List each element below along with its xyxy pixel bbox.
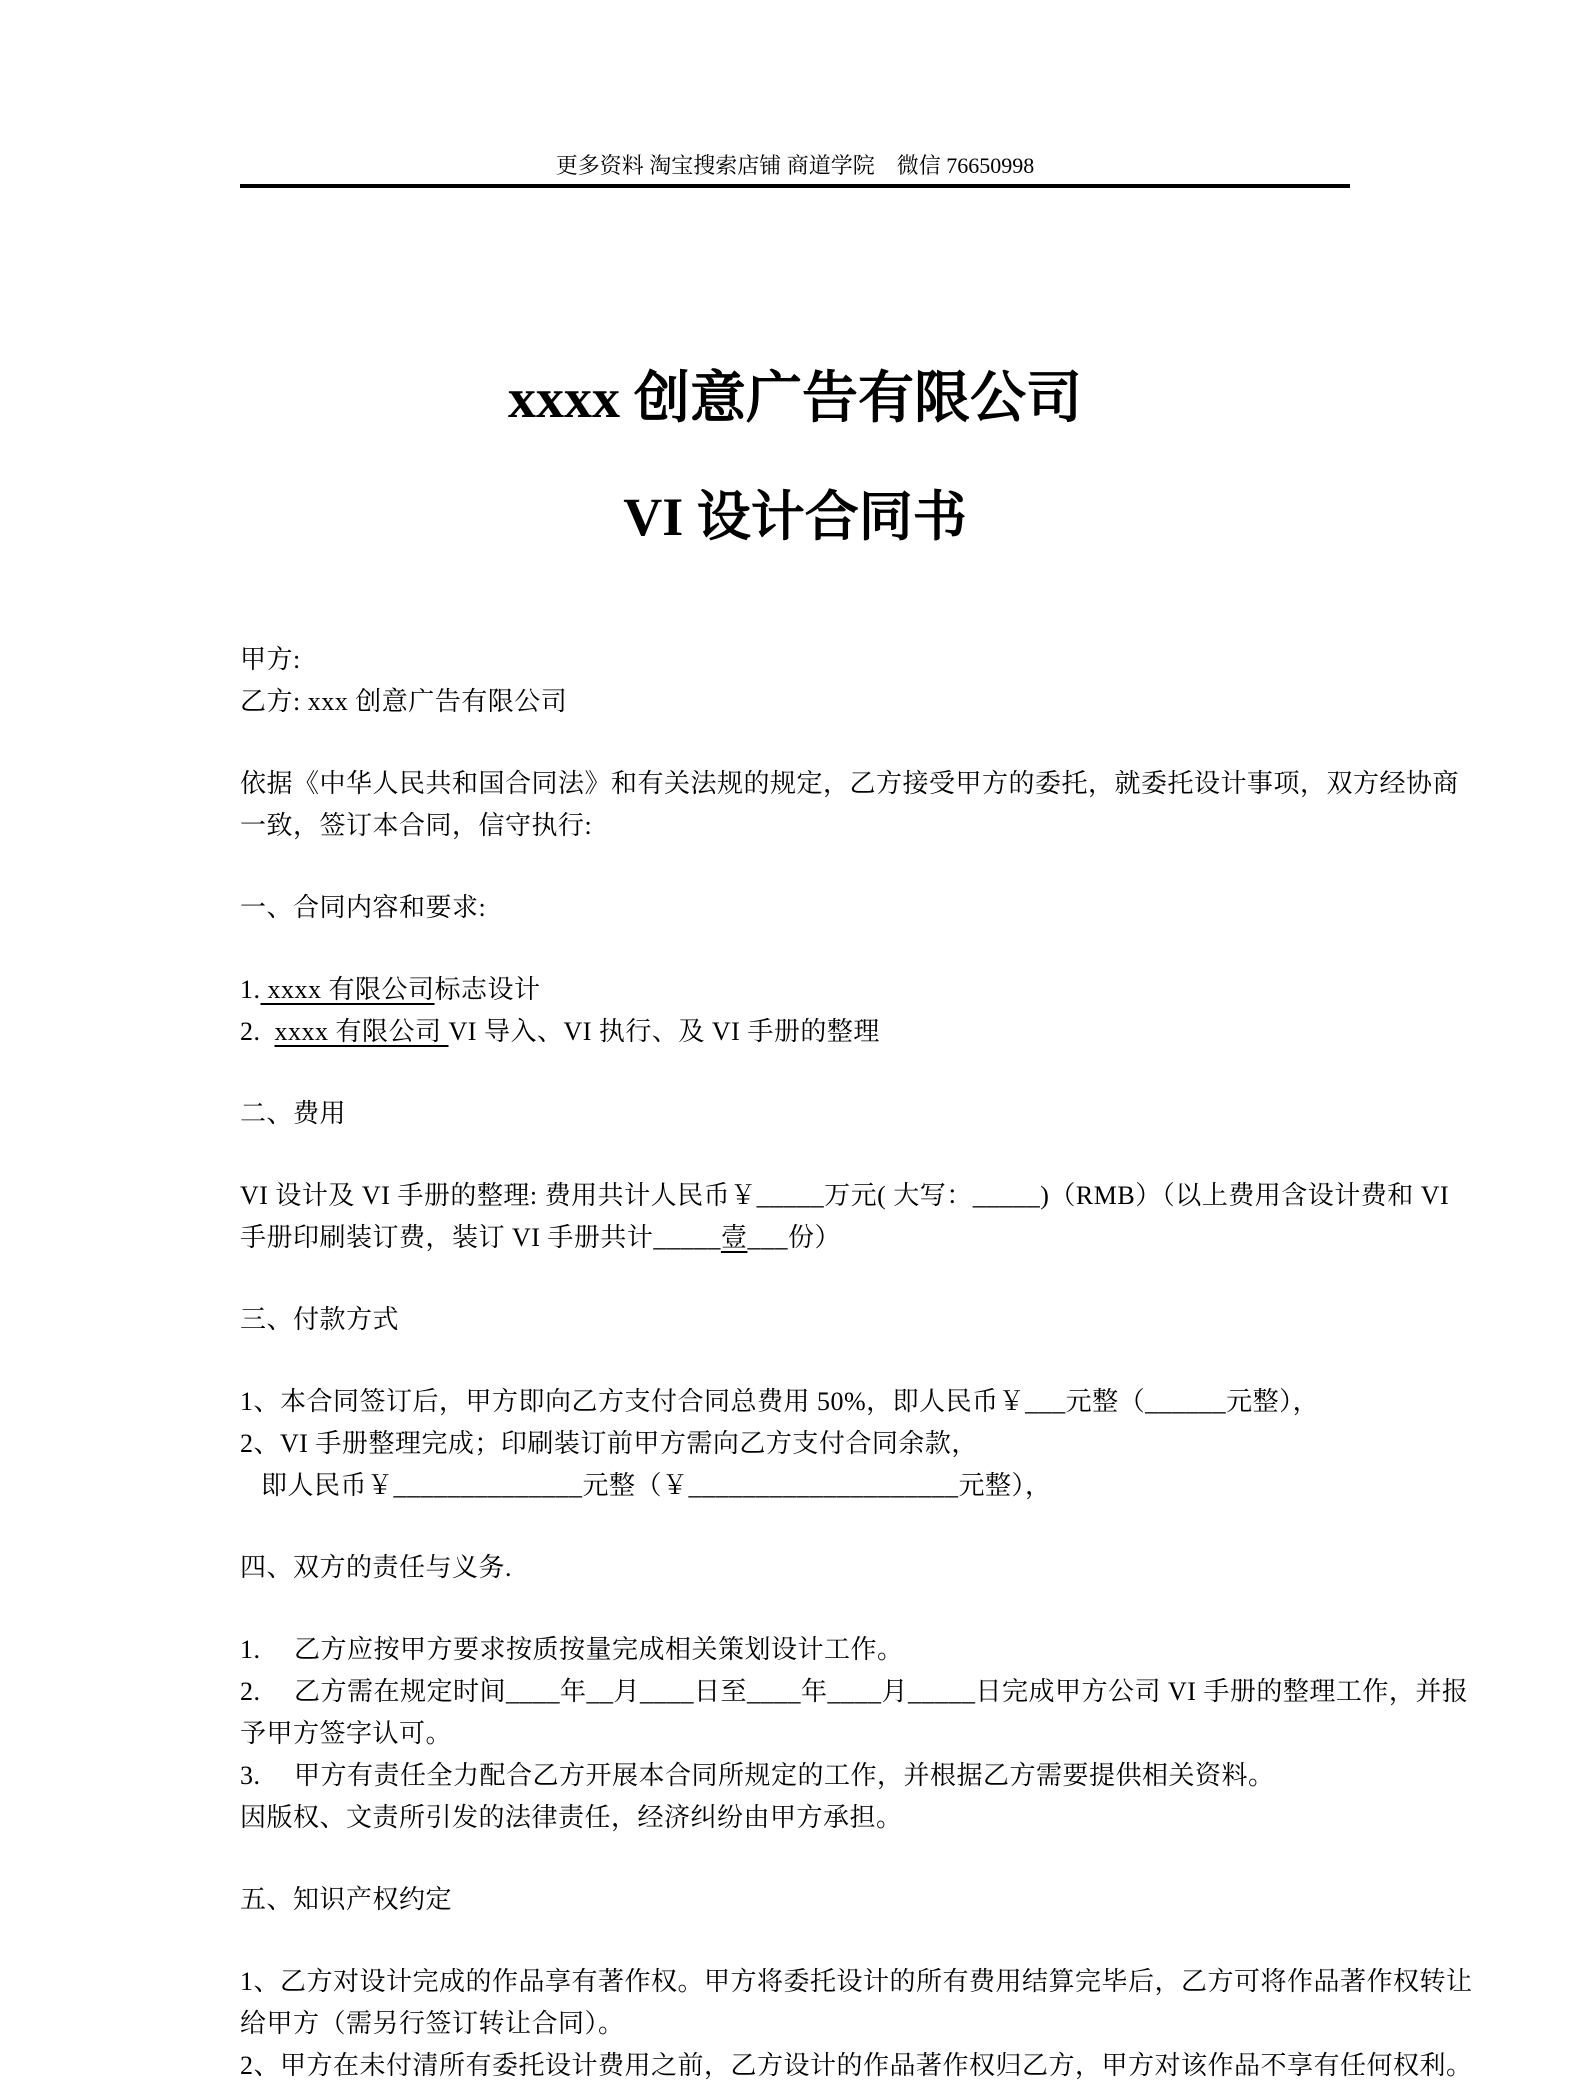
doc-line <box>240 1299 1355 1341</box>
doc-line <box>240 681 1355 723</box>
text-segment: ___份） <box>747 1223 841 1252</box>
doc-line <box>240 1547 1355 1589</box>
text-segment: VI 设计及 VI 手册的整理: 费用共计人民币￥_____万元( 大写：_____)（RMB）（以上费用含设计费和 VI <box>240 1181 1450 1210</box>
section-3-body <box>240 1381 1355 1507</box>
text-segment: 一、合同内容和要求: <box>240 893 487 922</box>
doc-line <box>240 1629 1355 1671</box>
text-segment: 手册印刷装订费，装订 VI 手册共计_____ <box>240 1223 721 1252</box>
underlined-text: 壹 <box>720 1223 748 1252</box>
doc-line <box>240 1797 1355 1839</box>
text-segment: 2. 乙方需在规定时间____年__月____日至____年____月_____日完成甲方公司 VI 手册的整理工作，并报 <box>240 1677 1469 1706</box>
doc-line <box>240 763 1460 805</box>
text-segment: 四、双方的责任与义务. <box>240 1553 513 1582</box>
doc-line <box>240 1879 1355 1921</box>
doc-line <box>240 1671 1469 1713</box>
preamble <box>240 763 1460 847</box>
doc-line <box>240 805 1355 847</box>
doc-line <box>240 1381 1355 1423</box>
text-segment: 二、费用 <box>240 1099 347 1128</box>
doc-line <box>240 2045 1473 2087</box>
text-segment: VI 导入、VI 执行、及 VI 手册的整理 <box>448 1017 880 1046</box>
document-body <box>240 639 1473 2087</box>
doc-line <box>240 1217 1355 1259</box>
text-segment: 一致，签订本合同，信守执行: <box>240 811 593 840</box>
section-5-body <box>240 1961 1473 2087</box>
text-segment: 3. 甲方有责任全力配合乙方开展本合同所规定的工作，并根据乙方需要提供相关资料。 <box>240 1761 1275 1790</box>
text-segment: 即人民币￥______________元整（￥____________________元整）， <box>240 1471 1052 1500</box>
document-title-contract: VI 设计合同书 <box>623 487 967 547</box>
section-1-heading <box>240 887 1355 929</box>
page-header <box>240 152 1350 188</box>
text-segment: 2、甲方在未付清所有委托设计费用之前，乙方设计的作品著作权归乙方，甲方对该作品不享有任何权利。 <box>240 2051 1473 2080</box>
text-segment: 2. <box>240 1017 275 1046</box>
document-title-company: xxxx 创意广告有限公司 <box>508 368 1082 430</box>
underlined-text: xxxx 有限公司 <box>274 1017 449 1046</box>
section-4-body <box>240 1629 1469 1839</box>
text-segment: 予甲方签字认可。 <box>240 1719 453 1748</box>
doc-line <box>240 1465 1355 1507</box>
doc-line <box>240 1423 1355 1465</box>
text-segment: 标志设计 <box>434 975 541 1004</box>
doc-line <box>240 1961 1473 2003</box>
text-segment: 1. <box>240 975 261 1004</box>
text-segment: 2、VI 手册整理完成；印刷装订前甲方需向乙方支付合同余款， <box>240 1429 978 1458</box>
text-segment: 1. 乙方应按甲方要求按质按量完成相关策划设计工作。 <box>240 1635 904 1664</box>
underlined-text: xxxx 有限公司 <box>260 975 435 1004</box>
text-segment: 1、乙方对设计完成的作品享有著作权。甲方将委托设计的所有费用结算完毕后，乙方可将作品著作权转让 <box>240 1967 1473 1996</box>
parties <box>240 639 1355 723</box>
text-segment: 依据《中华人民共和国合同法》和有关法规的规定，乙方接受甲方的委托，就委托设计事项，双方经协商 <box>240 769 1460 798</box>
doc-line <box>240 1755 1355 1797</box>
text-segment: 甲方: <box>240 645 301 674</box>
text-segment: 乙方: xxx 创意广告有限公司 <box>240 687 568 716</box>
doc-line <box>240 1011 1355 1053</box>
doc-line <box>240 1175 1450 1217</box>
section-2-body <box>240 1175 1450 1259</box>
doc-line <box>240 969 1355 1011</box>
doc-line <box>240 887 1355 929</box>
text-segment: 三、付款方式 <box>240 1305 400 1334</box>
section-1-items <box>240 969 1355 1053</box>
doc-line <box>240 1713 1355 1755</box>
text-segment: 五、知识产权约定 <box>240 1885 453 1914</box>
text-segment: 因版权、文责所引发的法律责任，经济纠纷由甲方承担。 <box>240 1803 903 1832</box>
doc-line <box>240 639 1355 681</box>
header-promo-text: 更多资料 淘宝搜索店铺 商道学院 微信 76650998 <box>555 153 1035 178</box>
section-5-heading <box>240 1879 1355 1921</box>
doc-line <box>240 2003 1355 2045</box>
section-3-heading <box>240 1299 1355 1341</box>
doc-line <box>240 1093 1355 1135</box>
section-2-heading <box>240 1093 1355 1135</box>
section-4-heading <box>240 1547 1355 1589</box>
text-segment: 给甲方（需另行签订转让合同）。 <box>240 2009 625 2038</box>
text-segment: 1、本合同签订后，甲方即向乙方支付合同总费用 50%，即人民币￥___元整（______元整）， <box>240 1387 1320 1416</box>
